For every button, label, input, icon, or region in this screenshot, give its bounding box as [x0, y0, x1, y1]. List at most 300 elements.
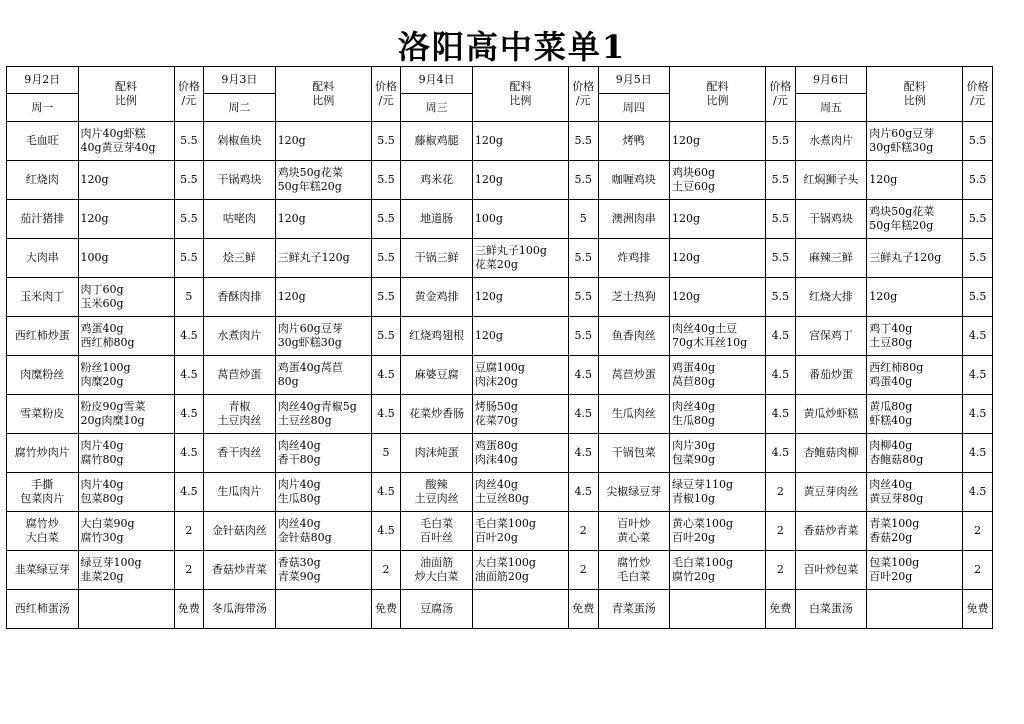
- dish-name: [204, 200, 276, 239]
- ingredient-line: 鸡块50g花菜: [277, 166, 343, 179]
- ingredient-line: 腐竹80g: [80, 453, 124, 466]
- dish-ingredients: [867, 551, 963, 590]
- header-text: 价格: [177, 80, 200, 93]
- dish-name-text: 莴苣炒蛋: [217, 368, 262, 381]
- dish-name-text: 毛白菜: [420, 517, 454, 530]
- dish-price: 5.5: [174, 161, 204, 200]
- dish-price: 4.5: [963, 395, 993, 434]
- dish-name: [204, 473, 276, 512]
- dish-name-text: 藤椒鸡腿: [414, 134, 459, 147]
- ingredient-line: 肉片40g: [80, 478, 124, 491]
- dish-ingredients: [275, 317, 371, 356]
- dish-price: 4.5: [371, 512, 401, 551]
- header-text: 比例: [903, 94, 926, 107]
- dish-ingredients: [78, 317, 174, 356]
- table-row: [7, 122, 993, 161]
- table-row: [7, 278, 993, 317]
- dish-name: [204, 434, 276, 473]
- dish-name-text: 红焖狮子头: [803, 173, 859, 186]
- soup-name: 白菜蛋汤: [795, 590, 867, 629]
- ingredient-line: 肉片30g: [672, 439, 716, 452]
- dish-name: [401, 317, 473, 356]
- soup-ingredients: [867, 590, 963, 629]
- header-text: 比例: [312, 94, 335, 107]
- dish-ingredients: [867, 473, 963, 512]
- dish-price: 5.5: [963, 239, 993, 278]
- ingredient-line: 20g肉糜10g: [80, 414, 145, 427]
- dish-ingredients: [472, 473, 568, 512]
- ingredient-line: 肉片40g: [80, 439, 124, 452]
- weekday-cell: 周五: [795, 94, 867, 122]
- dish-price: 5.5: [568, 317, 598, 356]
- ingredient-line: 120g: [277, 212, 306, 225]
- dish-price: 5.5: [568, 122, 598, 161]
- ingredient-line: 100g: [474, 212, 503, 225]
- dish-name-text: 玉米肉丁: [20, 290, 65, 303]
- ingredient-ratio-header: [472, 67, 568, 122]
- ingredient-line: 三鲜丸子120g: [277, 251, 350, 264]
- soup-name: 冬瓜海带汤: [204, 590, 276, 629]
- dish-price: 2: [174, 551, 204, 590]
- dish-name-text: 宫保鸡丁: [808, 329, 853, 342]
- ingredient-line: 肉片60g豆芽: [277, 322, 343, 335]
- dish-price: 5.5: [371, 122, 401, 161]
- ingredient-line: 虾糕40g: [869, 414, 913, 427]
- dish-name: [795, 512, 867, 551]
- dish-ingredients: [472, 395, 568, 434]
- dish-name: [401, 200, 473, 239]
- dish-name: [7, 161, 79, 200]
- dish-name-text: 水煮肉片: [808, 134, 853, 147]
- dish-ingredients: [472, 239, 568, 278]
- dish-name-text: 干锅鸡块: [217, 173, 262, 186]
- dish-name-text: 黄瓜炒虾糕: [803, 407, 859, 420]
- dish-ingredients: [670, 551, 766, 590]
- header-text: /元: [773, 94, 788, 107]
- dish-ingredients: [867, 395, 963, 434]
- ingredient-line: 鸡蛋40g: [869, 375, 913, 388]
- date-cell: 9月5日: [598, 67, 670, 94]
- dish-price: 5.5: [963, 122, 993, 161]
- ingredient-line: 120g: [80, 212, 109, 225]
- dish-name: [401, 551, 473, 590]
- ingredient-line: 青菜90g: [277, 570, 321, 583]
- dish-price: 5.5: [963, 200, 993, 239]
- dish-price: 5.5: [568, 161, 598, 200]
- dish-ingredients: [472, 122, 568, 161]
- dish-price: 4.5: [568, 434, 598, 473]
- table-row: [7, 239, 993, 278]
- dish-name-text: 干锅鸡块: [808, 212, 853, 225]
- dish-ingredients: [867, 317, 963, 356]
- ingredient-line: 百叶20g: [672, 531, 716, 544]
- ingredient-line: 豆腐100g: [474, 361, 525, 374]
- dish-price: 4.5: [963, 317, 993, 356]
- dish-name-text: 韭菜绿豆芽: [14, 563, 70, 576]
- dish-name: [795, 200, 867, 239]
- ingredient-line: 百叶20g: [474, 531, 518, 544]
- ingredient-line: 鸡丁40g: [869, 322, 913, 335]
- dish-name: [7, 434, 79, 473]
- ingredient-line: 生瓜80g: [672, 414, 716, 427]
- ingredient-line: 肉丝40g土豆: [672, 322, 738, 335]
- dish-name-text: 百叶炒包菜: [803, 563, 859, 576]
- dish-ingredients: [472, 161, 568, 200]
- dish-name-text: 干锅三鲜: [414, 251, 459, 264]
- dish-price: 4.5: [568, 395, 598, 434]
- dish-name-text: 生瓜肉丝: [611, 407, 656, 420]
- soup-price: 免费: [371, 590, 401, 629]
- dish-price: 5.5: [568, 278, 598, 317]
- dish-name: [7, 200, 79, 239]
- dish-price: 4.5: [174, 434, 204, 473]
- ingredient-line: 西红柿80g: [869, 361, 924, 374]
- ingredient-line: 肉沫20g: [474, 375, 518, 388]
- dish-price: 5.5: [766, 122, 796, 161]
- dish-name-text: 芝士热狗: [611, 290, 656, 303]
- ingredient-line: 腐竹30g: [80, 531, 124, 544]
- ingredient-line: 120g: [672, 290, 701, 303]
- dish-ingredients: [78, 239, 174, 278]
- dish-name: [204, 356, 276, 395]
- dish-ingredients: [670, 200, 766, 239]
- dish-name: [598, 317, 670, 356]
- dish-name-text: 香干肉丝: [217, 446, 262, 459]
- dish-price: 4.5: [766, 356, 796, 395]
- header-text: 比例: [509, 94, 532, 107]
- dish-name-text: 毛血旺: [25, 134, 59, 147]
- dish-ingredients: [78, 434, 174, 473]
- dish-price: 4.5: [568, 356, 598, 395]
- dish-name-text: 澳洲肉串: [611, 212, 656, 225]
- ingredient-line: 绿豆芽100g: [80, 556, 142, 569]
- dish-price: 5.5: [963, 161, 993, 200]
- ingredient-line: 粉丝100g: [80, 361, 131, 374]
- dish-ingredients: [670, 161, 766, 200]
- dish-price: 4.5: [963, 356, 993, 395]
- dish-name: [7, 512, 79, 551]
- dish-price: 4.5: [963, 434, 993, 473]
- ingredient-line: 烤肠50g: [474, 400, 518, 413]
- table-row: [7, 473, 993, 512]
- dish-name-text: 黄豆芽肉丝: [803, 485, 859, 498]
- dish-price: 5: [174, 278, 204, 317]
- ingredient-line: 120g: [277, 290, 306, 303]
- dish-ingredients: [867, 278, 963, 317]
- dish-name-text: 黄金鸡排: [414, 290, 459, 303]
- dish-ingredients: [78, 512, 174, 551]
- dish-ingredients: [472, 434, 568, 473]
- dish-price: 4.5: [766, 434, 796, 473]
- dish-name: [401, 512, 473, 551]
- dish-price: 5.5: [766, 278, 796, 317]
- price-header: [766, 67, 796, 122]
- ingredient-line: 毛白菜100g: [474, 517, 536, 530]
- ingredient-line: 120g: [869, 290, 898, 303]
- ingredient-line: 100g: [80, 251, 109, 264]
- dish-name-text: 咕咾肉: [222, 212, 256, 225]
- dish-name: [598, 122, 670, 161]
- table-row: [7, 395, 993, 434]
- ingredient-line: 120g: [474, 134, 503, 147]
- dish-name-text: 百叶丝: [420, 531, 454, 544]
- dish-ingredients: [275, 200, 371, 239]
- soup-ingredients: [472, 590, 568, 629]
- ingredient-line: 杏鲍菇80g: [869, 453, 924, 466]
- soup-name: 青菜蛋汤: [598, 590, 670, 629]
- ingredient-line: 油面筋20g: [474, 570, 529, 583]
- dish-name-text: 尖椒绿豆芽: [606, 485, 662, 498]
- dish-name: [204, 551, 276, 590]
- dish-ingredients: [78, 395, 174, 434]
- ingredient-line: 生瓜80g: [277, 492, 321, 505]
- dish-ingredients: [78, 551, 174, 590]
- ingredient-line: 土豆80g: [869, 336, 913, 349]
- dish-price: 2: [568, 551, 598, 590]
- dish-name: [204, 512, 276, 551]
- dish-name-text: 茄汁猪排: [20, 212, 65, 225]
- header-row-date: [7, 67, 993, 94]
- dish-name-text: 黄心菜: [617, 531, 651, 544]
- price-header: [568, 67, 598, 122]
- dish-price: 5.5: [174, 239, 204, 278]
- dish-name: [204, 239, 276, 278]
- dish-ingredients: [867, 356, 963, 395]
- header-text: /元: [970, 94, 985, 107]
- dish-price: 4.5: [174, 473, 204, 512]
- dish-price: 4.5: [174, 317, 204, 356]
- dish-price: 4.5: [174, 395, 204, 434]
- ingredient-line: 120g: [672, 212, 701, 225]
- dish-name-text: 香酥肉排: [217, 290, 262, 303]
- table-row: [7, 200, 993, 239]
- dish-name-text: 香菇炒青菜: [803, 524, 859, 537]
- dish-name-text: 地道肠: [420, 212, 454, 225]
- ingredient-line: 肉柳40g: [869, 439, 913, 452]
- dish-ingredients: [472, 317, 568, 356]
- ingredient-line: 香干80g: [277, 453, 321, 466]
- dish-name-text: 炸鸡排: [617, 251, 651, 264]
- table-row: [7, 317, 993, 356]
- ingredient-line: 绿豆芽110g: [672, 478, 734, 491]
- price-header: [371, 67, 401, 122]
- ingredient-line: 三鲜丸子120g: [869, 251, 942, 264]
- dish-ingredients: [78, 200, 174, 239]
- dish-name-text: 香菇炒青菜: [211, 563, 267, 576]
- weekday-cell: 周二: [204, 94, 276, 122]
- table-row: [7, 161, 993, 200]
- ingredient-line: 香菇20g: [869, 531, 913, 544]
- ingredient-line: 肉丝40g: [869, 478, 913, 491]
- ingredient-line: 黄心菜100g: [672, 517, 734, 530]
- dish-price: 5: [568, 200, 598, 239]
- dish-name-text: 腐竹炒: [617, 556, 651, 569]
- dish-ingredients: [670, 434, 766, 473]
- dish-price: 4.5: [963, 473, 993, 512]
- dish-name: [598, 161, 670, 200]
- date-cell: 9月4日: [401, 67, 473, 94]
- dish-ingredients: [275, 473, 371, 512]
- dish-price: 2: [174, 512, 204, 551]
- header-text: 比例: [706, 94, 729, 107]
- ingredient-line: 香菇30g: [277, 556, 321, 569]
- ingredient-line: 120g: [277, 134, 306, 147]
- date-cell: 9月6日: [795, 67, 867, 94]
- dish-name-text: 土豆肉丝: [414, 492, 459, 505]
- ingredient-line: 包菜100g: [869, 556, 920, 569]
- dish-ingredients: [670, 473, 766, 512]
- ingredient-line: 腐竹20g: [672, 570, 716, 583]
- dish-name-text: 油面筋: [420, 556, 454, 569]
- dish-name: [204, 278, 276, 317]
- dish-name-text: 生瓜肉片: [217, 485, 262, 498]
- header-text: 配料: [509, 80, 532, 93]
- weekday-cell: 周一: [7, 94, 79, 122]
- header-text: 价格: [572, 80, 595, 93]
- soup-ingredients: [275, 590, 371, 629]
- dish-price: 5.5: [766, 239, 796, 278]
- date-cell: 9月3日: [204, 67, 276, 94]
- dish-name: [795, 473, 867, 512]
- ingredient-line: 120g: [672, 134, 701, 147]
- dish-name-text: 大肉串: [25, 251, 59, 264]
- ingredient-line: 肉丁60g: [80, 283, 124, 296]
- dish-name: [204, 161, 276, 200]
- weekday-cell: 周三: [401, 94, 473, 122]
- dish-name-text: 烤鸭: [622, 134, 645, 147]
- dish-ingredients: [275, 356, 371, 395]
- ingredient-line: 30g虾糕30g: [869, 141, 934, 154]
- dish-ingredients: [670, 278, 766, 317]
- dish-ingredients: [275, 551, 371, 590]
- ingredient-line: 玉米60g: [80, 297, 124, 310]
- dish-price: 2: [568, 512, 598, 551]
- dish-price: 4.5: [371, 395, 401, 434]
- dish-name: [7, 317, 79, 356]
- dish-name-text: 杏鲍菇肉柳: [803, 446, 859, 459]
- dish-ingredients: [472, 200, 568, 239]
- dish-ingredients: [275, 434, 371, 473]
- dish-ingredients: [670, 317, 766, 356]
- dish-name: [401, 356, 473, 395]
- dish-name-text: 手撕: [31, 478, 54, 491]
- dish-name: [795, 239, 867, 278]
- ingredient-line: 花菜20g: [474, 258, 518, 271]
- dish-name: [7, 239, 79, 278]
- dish-name: [401, 434, 473, 473]
- dish-ingredients: [78, 356, 174, 395]
- dish-name-text: 鸡米花: [420, 173, 454, 186]
- dish-name: [795, 278, 867, 317]
- dish-name-text: 炒大白菜: [414, 570, 459, 583]
- header-text: /元: [575, 94, 591, 107]
- dish-name: [598, 551, 670, 590]
- dish-name-text: 红烧大排: [808, 290, 853, 303]
- table-row: [7, 512, 993, 551]
- dish-name: [598, 512, 670, 551]
- dish-price: 5.5: [371, 200, 401, 239]
- dish-name: [401, 122, 473, 161]
- dish-name-text: 剁椒鱼块: [217, 134, 262, 147]
- dish-name-text: 鱼香肉丝: [611, 329, 656, 342]
- dish-price: 5.5: [371, 239, 401, 278]
- table-row: [7, 356, 993, 395]
- dish-name-text: 肉沫炖蛋: [414, 446, 459, 459]
- dish-name-text: 肉糜粉丝: [20, 368, 65, 381]
- weekday-cell: 周四: [598, 94, 670, 122]
- dish-price: 4.5: [371, 473, 401, 512]
- ingredient-line: 120g: [869, 173, 898, 186]
- date-cell: 9月2日: [7, 67, 79, 94]
- header-text: /元: [181, 94, 197, 107]
- dish-name-text: 腐竹炒: [25, 517, 59, 530]
- dish-ingredients: [472, 551, 568, 590]
- dish-ingredients: [275, 512, 371, 551]
- dish-price: 2: [766, 473, 796, 512]
- ingredient-line: 120g: [474, 173, 503, 186]
- dish-ingredients: [867, 512, 963, 551]
- header-text: 价格: [769, 80, 792, 93]
- dish-ingredients: [275, 122, 371, 161]
- ingredient-line: 肉片60g豆芽: [869, 127, 935, 140]
- ingredient-line: 包菜90g: [672, 453, 716, 466]
- dish-name: [7, 395, 79, 434]
- ingredient-ratio-header: [670, 67, 766, 122]
- soup-ingredients: [78, 590, 174, 629]
- dish-price: 2: [766, 512, 796, 551]
- dish-name: [401, 395, 473, 434]
- dish-ingredients: [670, 395, 766, 434]
- dish-name: [7, 473, 79, 512]
- dish-ingredients: [275, 395, 371, 434]
- dish-ingredients: [670, 239, 766, 278]
- ingredient-line: 70g木耳丝10g: [672, 336, 748, 349]
- ingredient-line: 粉皮90g雪菜: [80, 400, 146, 413]
- table-row: [7, 434, 993, 473]
- ingredient-line: 120g: [474, 329, 503, 342]
- dish-price: 4.5: [766, 395, 796, 434]
- ingredient-line: 西红柿80g: [80, 336, 135, 349]
- ingredient-ratio-header: [867, 67, 963, 122]
- dish-name-text: 包菜肉片: [20, 492, 65, 505]
- ingredient-line: 包菜80g: [80, 492, 124, 505]
- dish-name-text: 青椒: [228, 400, 251, 413]
- dish-price: 5.5: [568, 239, 598, 278]
- page-title: 洛阳高中菜单1: [397, 28, 627, 66]
- dish-name-text: 雪菜粉皮: [20, 407, 65, 420]
- ingredient-line: 土豆丝80g: [474, 492, 529, 505]
- dish-name: [598, 356, 670, 395]
- ingredient-line: 80g: [277, 375, 299, 388]
- ingredient-line: 百叶20g: [869, 570, 913, 583]
- dish-price: 5.5: [766, 161, 796, 200]
- ingredient-line: 肉片40g: [277, 478, 321, 491]
- dish-price: 5.5: [371, 317, 401, 356]
- dish-name-text: 百叶炒: [617, 517, 651, 530]
- dish-name-text: 干锅包菜: [611, 446, 656, 459]
- dish-name: [401, 161, 473, 200]
- dish-name: [598, 239, 670, 278]
- dish-name: [7, 356, 79, 395]
- soup-name: 西红柿蛋汤: [7, 590, 79, 629]
- dish-ingredients: [867, 239, 963, 278]
- dish-name-text: 莴苣炒蛋: [611, 368, 656, 381]
- ingredient-line: 青菜100g: [869, 517, 920, 530]
- dish-name: [204, 317, 276, 356]
- ingredient-line: 120g: [474, 290, 503, 303]
- ingredient-line: 30g虾糕30g: [277, 336, 342, 349]
- ingredient-line: 毛白菜100g: [672, 556, 734, 569]
